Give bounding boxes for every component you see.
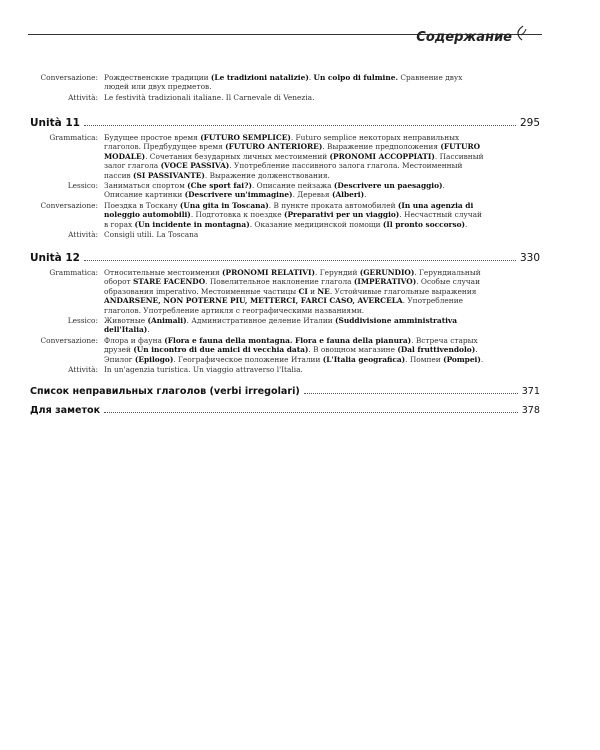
row-label: Conversazione: [40, 200, 98, 210]
row-text: In un'agenzia turistica. Un viaggio attraverso l'Italia. [104, 365, 303, 375]
row-text: Флора и фауна (Flora e fauna della montagna. Flora e fauna della pianura). Встреча старых друзей (Un incontro di due amici di vecchia data). В овощном магазине (Dal fruttivendolo). Эпилог (Epilogo). Географическое положение Италии (L'Italia geografica). Помпеи (Pompei). [104, 335, 484, 364]
row-label: Grammatica: [49, 133, 98, 142]
leader-dots [84, 117, 516, 126]
row-label: Attività: [68, 230, 98, 240]
row-label: Conversazione: [40, 335, 98, 345]
row-label: Lessico: [67, 181, 98, 191]
row-text: Рождественские традиции (Le tradizioni natalizie). Un colpo di fulmine. Сравнение двух людей или двух предметов. [104, 73, 463, 92]
unit-12-conversazione [30, 336, 484, 364]
row-text: Животные (Animali). Административное деление Италии (Suddivisione amministrativa dell'Italia). [104, 316, 458, 335]
leader-dots [304, 386, 518, 394]
row-text: Относительные местоимения (PRONOMI RELATIVI). Герундий (GERUNDIO). Герундиальный оборот STARE FACENDO. Повелительное наклонение глагола (IMPERATIVO). Особые случаи образования imperativo. Местоименные частицы CI и NE. Устойчивые глагольные выражения ANDARSENE, NON POTERNE PIU, METTERCI, FARCI CASO, AVERCELA. Употребление глаголов. Употребление артикля с географическими названиями. [104, 268, 481, 315]
unit-page-number: 330 [519, 252, 540, 264]
row-label: Attività: [68, 365, 98, 375]
unit-12-attivita [30, 365, 484, 374]
intro-row-conversazione [30, 73, 484, 92]
row-text: Consigli utili. La Toscana [104, 230, 199, 240]
leader-dots [84, 252, 516, 261]
row-label: Conversazione: [40, 73, 98, 82]
unit-12-lessico [30, 316, 484, 335]
row-text: Заниматься спортом (Che sport fai?). Описание пейзажа (Descrivere un paesaggio). Описание картинки (Descrivere un'immagine). Деревья (Alberi). [104, 181, 445, 200]
toc-entry-title: Для заметок [30, 405, 101, 416]
row-label: Grammatica: [49, 268, 98, 277]
unit-11-conversazione [30, 201, 484, 229]
toc-entry-irregular-verbs[interactable] [30, 386, 540, 397]
unit-title: Unità 12 [30, 252, 80, 264]
unit-page-number: 295 [519, 117, 540, 129]
unit-11-contents [30, 133, 484, 240]
toc-entry-page: 371 [521, 386, 540, 397]
toc-entry-page: 378 [521, 405, 540, 416]
toc-entry-notes[interactable] [30, 405, 540, 416]
unit-11-grammatica [30, 133, 484, 180]
toc-entry-title: Список неправильных глаголов (verbi irregolari) [30, 386, 300, 397]
unit-title: Unità 11 [30, 117, 80, 129]
unit-11-heading[interactable] [30, 117, 540, 129]
intro-block [30, 73, 484, 103]
unit-12-grammatica [30, 268, 484, 315]
notebook-icon [516, 25, 528, 45]
unit-11-attivita [30, 230, 484, 239]
page-title: Содержание [416, 30, 512, 45]
leader-dots [104, 405, 518, 413]
row-text: Будущее простое время (FUTURO SEMPLICE). Futuro semplice некоторых неправильных глаголов. Предбудущее время (FUTURO ANTERIORE). Выражение предположения (FUTURO MODALE). Сочетания безударных личных местоимений (PRONOMI ACCOPPIATI). Пассивный залог глагола (VOCE PASSIVA). Употребление пассивного залога глагола. Местоименный пассив (SI PASSIVANTE). Выражение долженствования. [104, 133, 484, 180]
page-header [28, 30, 542, 45]
row-text: Поездка в Тоскану (Una gita in Toscana). В пункте проката автомобилей (In una agenzia di noleggio automobili). Подготовка к поездке (Preparativi per un viaggio). Несчастный случай в горах (Un incidente in montagna). Оказание медицинской помощи (Il pronto soccorso). [104, 200, 482, 229]
unit-11-lessico [30, 181, 484, 200]
intro-row-attivita [30, 93, 484, 102]
unit-12-heading[interactable] [30, 252, 540, 264]
row-label: Attività: [68, 92, 98, 102]
unit-12-contents [30, 268, 484, 375]
row-label: Lessico: [67, 316, 98, 326]
row-text: Le festività tradizionali italiane. Il Carnevale di Venezia. [104, 92, 315, 102]
